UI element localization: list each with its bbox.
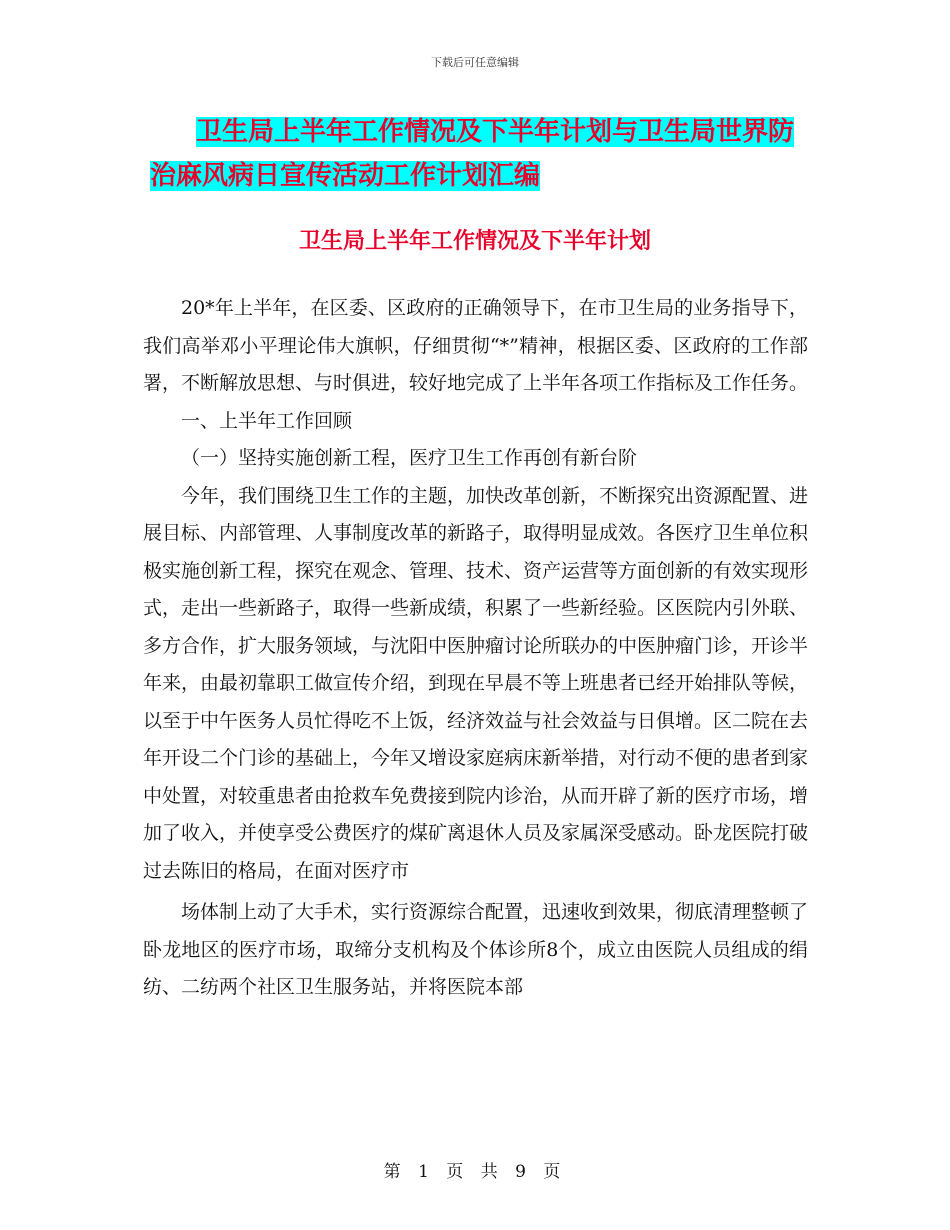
body-text <box>143 290 808 1007</box>
heading-review: 一、上半年工作回顾 <box>181 409 353 432</box>
page-footer: 第 1 页 共 9 页 <box>383 1162 567 1182</box>
document-title <box>150 110 850 198</box>
section-title: 卫生局上半年工作情况及下半年计划 <box>298 229 651 254</box>
paragraph-innovation: 今年，我们围绕卫生工作的主题，加快改革创新，不断探究出资源配置、进展目标、内部管理、人事制度改革的新路子，取得明显成效。各医疗卫生单位积极实施创新工程，探究在观念、管理、技术、资产运营等方面创新的有效实现形式，走出一些新路子，取得一些新成绩，积累了一些新经验。区医院内引外联、多方合作，扩大服务领域，与沈阳中医肿瘤讨论所联办的中医肿瘤门诊，开诊半年来，由最初靠职工做宣传介绍，到现在早晨不等上班患者已经开始排队等候，以至于中午医务人员忙得吃不上饭，经济效益与社会效益与日俱增。区二院在去年开设二个门诊的基础上，今年又增设家庭病床新举措，对行动不便的患者到家中处置，对较重患者由抢救车免费接到院内诊治，从而开辟了新的医疗市场，增加了收入，并使享受公费医疗的煤矿离退休人员及家属深受感动。卧龙医院打破过去陈旧的格局，在面对医疗市 <box>143 484 809 882</box>
paragraph-intro: 20*年上半年，在区委、区政府的正确领导下，在市卫生局的业务指导下，我们高举邓小平理论伟大旗帜，仔细贯彻“*”精神，根据区委、区政府的工作部署，不断解放思想、与时俱进，较好地完成了上半年各项工作指标及工作任务。 <box>143 297 809 394</box>
paragraph-continued: 场体制上动了大手术，实行资源综合配置，迅速收到效果，彻底清理整顿了卧龙地区的医疗市场，取缔分支机构及个体诊所8个，成立由医院人员组成的绢纺、二纺两个社区卫生服务站，并将医院本部 <box>143 901 809 998</box>
subheading-innovation: （一）坚持实施创新工程，医疗卫生工作再创有新台阶 <box>181 447 638 469</box>
header-note: 下载后可任意编辑 <box>431 56 519 69</box>
title-line-1: 卫生局上半年工作情况及下半年计划与卫生局世界防 <box>196 117 795 147</box>
title-line-2: 治麻风病日宣传活动工作计划汇编 <box>150 161 541 191</box>
